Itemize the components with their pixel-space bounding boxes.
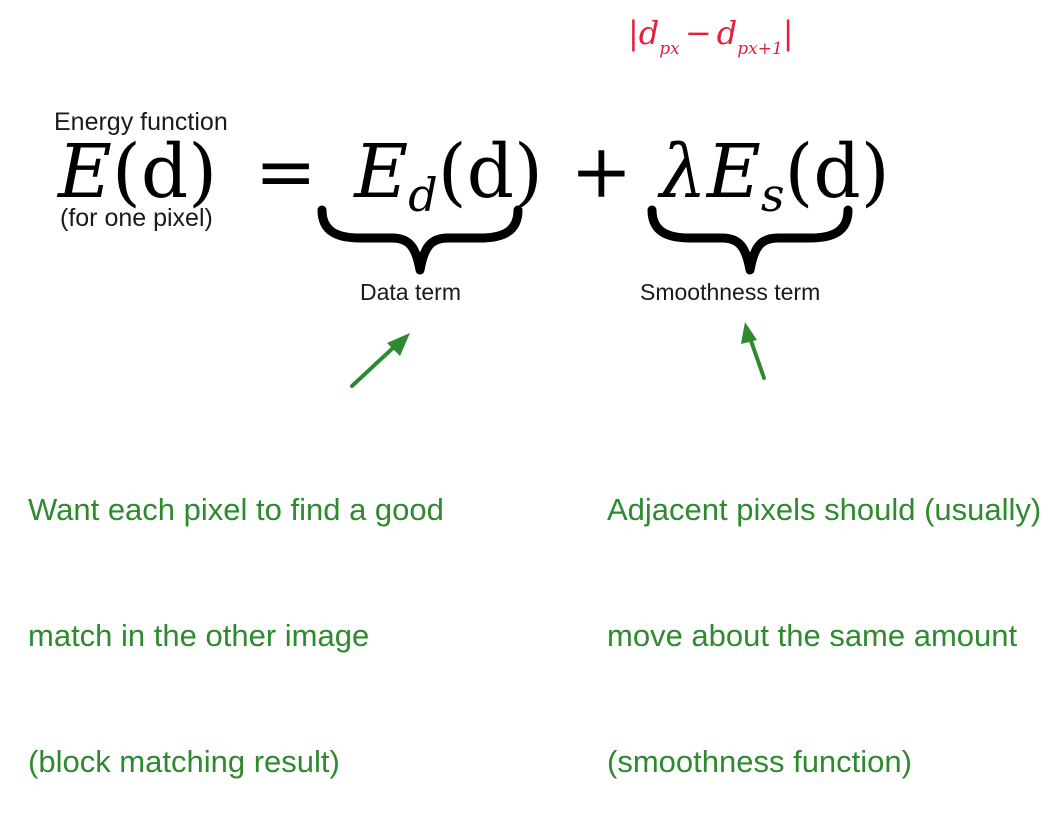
eq-lambda: λ (659, 129, 707, 215)
hand-bar-right: | (782, 14, 794, 52)
eq-data-E: E (354, 129, 409, 215)
smooth-note-line-2: move about the same amount (607, 618, 1018, 653)
data-term-note (28, 405, 444, 825)
hand-d1: d (638, 14, 660, 52)
data-note-line-1: Want each pixel to find a good (28, 492, 444, 527)
eq-lhs-E: E (58, 129, 113, 215)
hand-bar-left: | (628, 14, 639, 52)
data-term-underbrace (322, 210, 518, 270)
caption-line-1: Energy function (54, 108, 228, 136)
smooth-note-line-3: (smoothness function) (607, 744, 912, 779)
smooth-note-line-1: Adjacent pixels should (usually) (607, 492, 1042, 527)
caption-line-2: (for one pixel) (60, 204, 213, 232)
eq-data-sub: d (408, 168, 438, 222)
smoothness-term-label: Smoothness term (640, 279, 821, 305)
eq-smooth-sub: s (760, 168, 785, 222)
smoothness-term-arrow (741, 322, 764, 378)
smoothness-term-note (607, 405, 1041, 825)
hand-d2: d (716, 14, 738, 52)
smoothness-term-underbrace (652, 210, 848, 270)
hand-minus: − (684, 14, 712, 52)
hand-sub2: px+1 (737, 39, 783, 59)
eq-smooth-E: E (706, 129, 761, 215)
data-note-line-2: match in the other image (28, 618, 370, 653)
eq-equals: = (254, 129, 317, 215)
eq-data-arg: (d) (437, 129, 543, 215)
eq-plus: + (570, 129, 633, 215)
data-term-label: Data term (360, 279, 461, 305)
hand-sub1: px (659, 39, 680, 59)
eq-lhs-arg: (d) (112, 129, 218, 215)
data-term-arrow (352, 333, 410, 386)
data-note-line-3: (block matching result) (28, 744, 340, 779)
eq-smooth-arg: (d) (784, 129, 890, 215)
